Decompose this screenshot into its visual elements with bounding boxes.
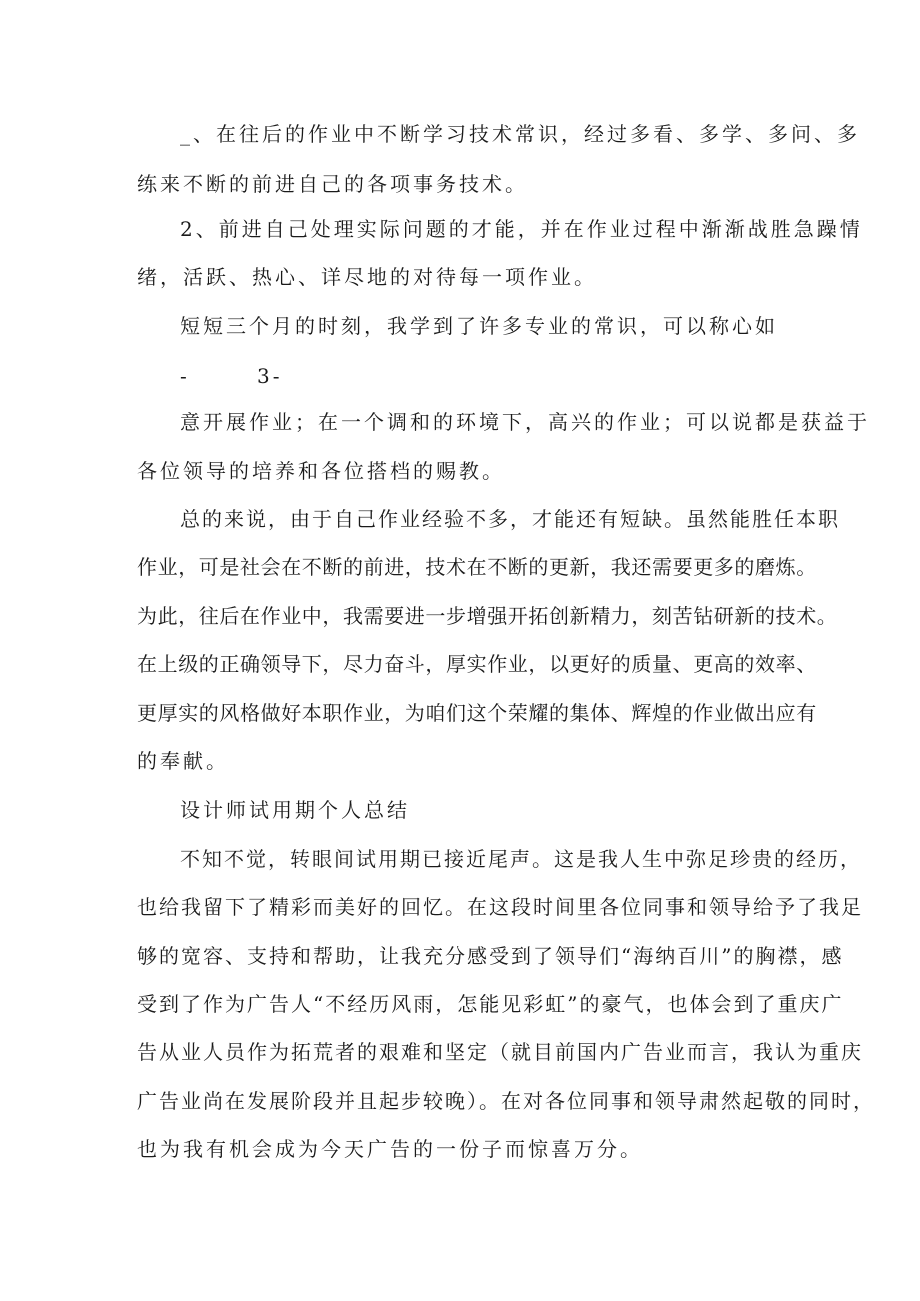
paragraph-line: 练来不断的前进自己的各项事务技术。 — [137, 172, 528, 196]
page-number: 3- — [257, 364, 283, 388]
paragraph-line: 2、前进自己处理实际问题的才能，并在作业过程中渐渐战胜急躁情 — [180, 217, 863, 241]
paragraph-line: 也给我留下了精彩而美好的回忆。在这段时间里各位同事和领导给予了我足 — [137, 895, 863, 919]
paragraph-line: 广告业尚在发展阶段并且起步较晚）。在对各位同事和领导肃然起敬的同时， — [137, 1089, 875, 1113]
paragraph-line: 受到了作为广告人“不经历风雨，怎能见彩虹”的豪气，也体会到了重庆广 — [137, 992, 844, 1016]
section-heading: 设计师试用期个人总结 — [180, 798, 410, 822]
paragraph-line: 也为我有机会成为今天广告的一份子而惊喜万分。 — [137, 1137, 643, 1161]
paragraph-line: 作业，可是社会在不断的前进，技术在不断的更新，我还需要更多的磨炼。 — [137, 555, 817, 579]
paragraph-line: 绪，活跃、热心、详尽地的对待每一项作业。 — [137, 265, 597, 289]
paragraph-line: 不知不觉，转眼间试用期已接近尾声。这是我人生中弥足珍贵的经历， — [180, 847, 862, 871]
paragraph-line: 为此，往后在作业中，我需要进一步增强开拓创新精力，刻苦钻研新的技术。 — [137, 604, 838, 628]
paragraph-line: 总的来说，由于自己作业经验不多，才能还有短缺。虽然能胜任本职 — [180, 507, 840, 531]
paragraph-line: 短短三个月的时刻，我学到了许多专业的常识，可以称心如 — [180, 314, 778, 338]
paragraph-line: 的奉献。 — [137, 749, 229, 773]
paragraph-line: 告从业人员作为拓荒者的艰难和坚定（就目前国内广告业而言，我认为重庆 — [137, 1040, 863, 1064]
paragraph-line: 更厚实的风格做好本职作业，为咱们这个荣耀的集体、辉煌的作业做出应有 — [137, 701, 817, 725]
paragraph-line: 意开展作业；在一个调和的环境下，高兴的作业；可以说都是获益于 — [180, 410, 870, 434]
page-footer-dash: - — [180, 364, 190, 388]
paragraph-line: 够的宽容、支持和帮助，让我充分感受到了领导们“海纳百川”的胸襟，感 — [137, 944, 844, 968]
paragraph-line: 在上级的正确领导下，尽力奋斗，厚实作业，以更好的质量、更高的效率、 — [137, 652, 817, 676]
paragraph-line: 各位领导的培养和各位搭档的赐教。 — [137, 459, 505, 483]
paragraph-line: _、在往后的作业中不断学习技术常识，经过多看、多学、多问、多 — [180, 122, 860, 146]
